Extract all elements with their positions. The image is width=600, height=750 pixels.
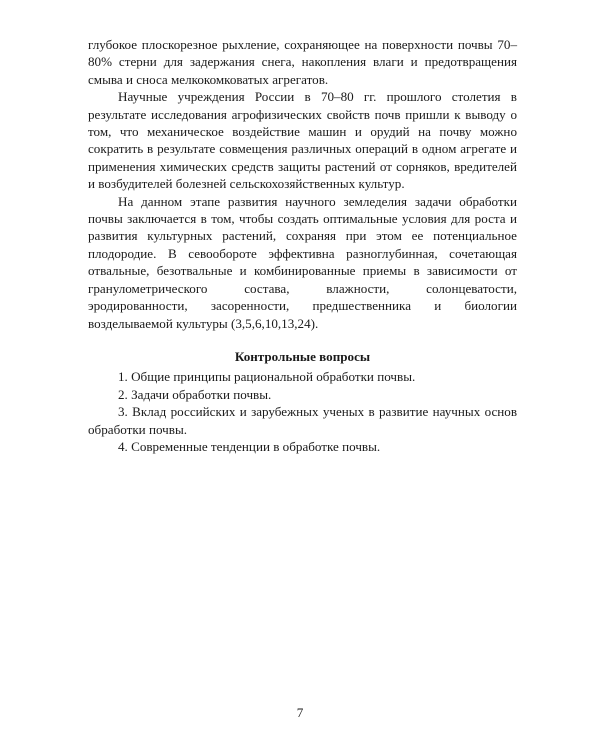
control-questions-list — [88, 368, 517, 455]
page-number: 7 — [296, 705, 304, 720]
question-item: 2. Задачи обработки почвы. — [118, 386, 272, 402]
paragraph-current-tasks: На данном этапе развития научного земледелия задачи обработки почвы заключается в том, чтобы создать оптимальные условия для роста и развития культурных растений, сохраняя при этом ее потенциальное плодородие. В севообороте эффективна разноглубинная, сочетающая отвальные, безотвальные и комбинированные приемы в зависимости от гранулометрического состава, влажности, солонцеватости, эродированности, засоренности, предшественника и биологии возделываемой культуры (3,5,6,10,13,24). — [88, 193, 517, 331]
question-item: 1. Общие принципы рациональной обработки почвы. — [118, 369, 416, 385]
control-questions-heading: Контрольные вопросы — [234, 348, 371, 364]
question-item: 3. Вклад российских и зарубежных ученых в развитие научных основ обработки почвы. — [88, 404, 517, 437]
paragraph-research-institutions: Научные учреждения России в 70–80 гг. прошлого столетия в результате исследования агрофизических свойств почв пришли к выводу о том, что механическое воздействие машин и орудий на почву можно сократить в результате совмещения различных операций в одном агрегате и применения химических средств защиты растений от сорняков, вредителей и возбудителей болезней сельскохозяйственных культур. — [88, 89, 517, 192]
page-body — [88, 36, 517, 455]
paragraph-tillage-continuation: глубокое плоскорезное рыхление, сохраняющее на поверхности почвы 70–80% стерни для задержания снега, накопления влаги и предотвращения смыва и сноса мелкокомковатых агрегатов. — [88, 37, 517, 87]
question-item: 4. Современные тенденции в обработке почвы. — [118, 438, 381, 454]
